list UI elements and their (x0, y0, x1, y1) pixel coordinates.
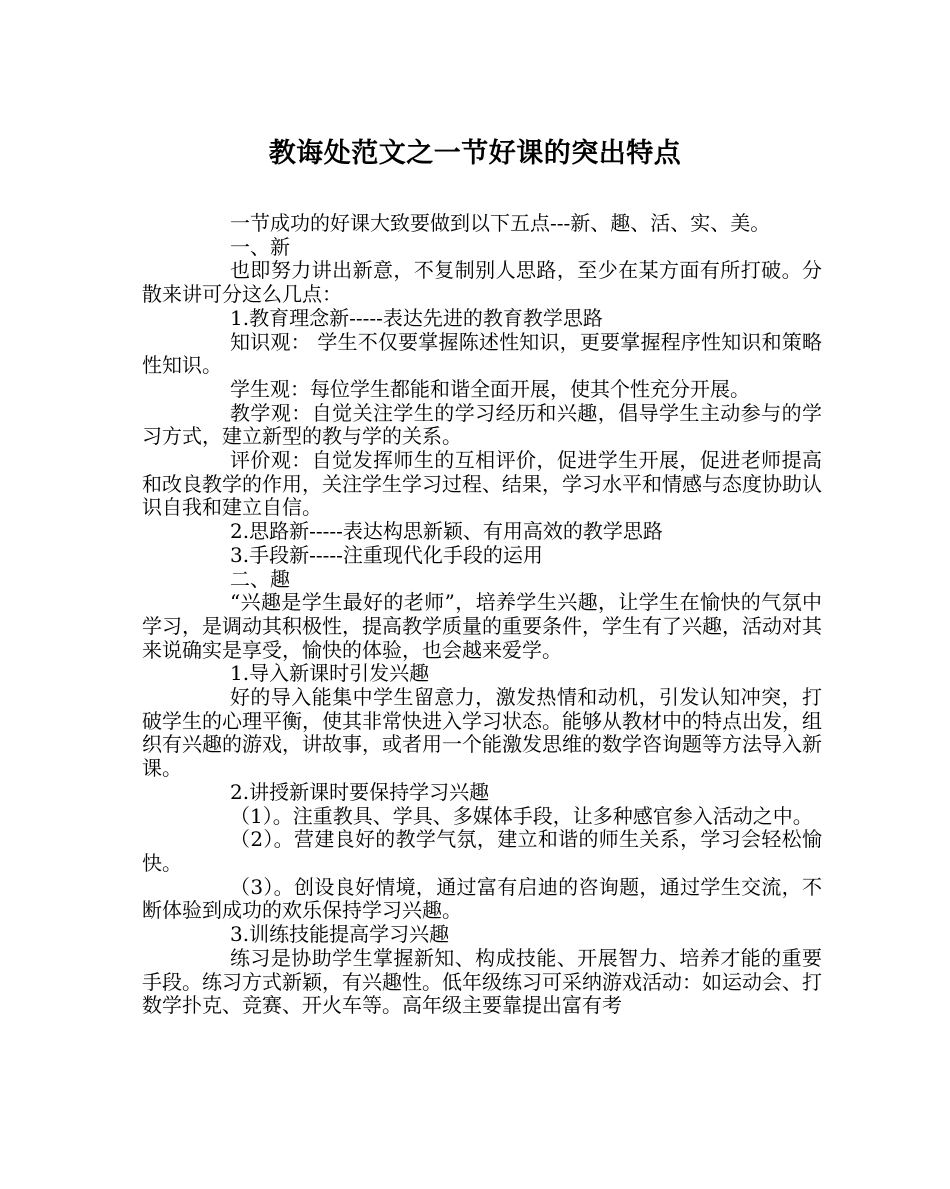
paragraph: 教学观：自觉关注学生的学习经历和兴趣，倡导学生主动参与的学习方式，建立新型的教与学的关系。 (142, 400, 822, 449)
paragraph: 也即努力讲出新意，不复制别人思路，至少在某方面有所打破。分散来讲可分这么几点： (142, 258, 822, 307)
list-item: （2）。营建良好的教学气氛，建立和谐的师生关系，学习会轻松愉快。 (142, 827, 822, 875)
section-heading-new: 一、新 (230, 234, 290, 259)
subheading: 2.思路新-----表达构思新颖、有用高效的教学思路 (230, 519, 663, 544)
section-heading-interest: 二、趣 (230, 566, 290, 591)
paragraph-intro: 一节成功的好课大致要做到以下五点---新、趣、活、实、美。 (230, 211, 771, 235)
paragraph: 知识观： 学生不仅要掌握陈述性知识，更要掌握程序性知识和策略性知识。 (142, 329, 822, 378)
paragraph: 练习是协助学生掌握新知、构成技能、开展智力、培养才能的重要手段。练习方式新颖，有兴趣性。低年级练习可采纳游戏活动：如运动会、打数学扑克、竞赛、开火车等。高年级主要靠提出富有考 (142, 945, 822, 1018)
subheading: 3.手段新-----注重现代化手段的运用 (230, 542, 543, 567)
subheading: 1.导入新课时引发兴趣 (230, 661, 430, 686)
paragraph: 评价观：自觉发挥师生的互相评价，促进学生开展，促进老师提高和改良教学的作用，关注学生学习过程、结果，学习水平和情感与态度协助认识自我和建立自信。 (142, 448, 822, 520)
subheading: 1.教育理念新-----表达先进的教育教学思路 (230, 305, 603, 330)
subheading: 3.训练技能提高学习兴趣 (230, 922, 450, 947)
list-item: （3）。创设良好情境，通过富有启迪的咨询题，通过学生交流，不断体验到成功的欢乐保持学习兴趣。 (142, 874, 822, 923)
paragraph: 好的导入能集中学生留意力，激发热情和动机，引发认知冲突，打破学生的心理平衡，使其非常快进入学习状态。能够从教材中的特点出发，组织有兴趣的游戏，讲故事，或者用一个能激发思维的数学咨询题等方法导入新课。 (142, 685, 822, 781)
paragraph: “兴趣是学生最好的老师”，培养学生兴趣，让学生在愉快的气氛中学习，是调动其积极性，提高教学质量的重要条件，学生有了兴趣，活动对其来说确实是享受，愉快的体验，也会越来爱学。 (142, 590, 822, 662)
subheading: 2.讲授新课时要保持学习兴趣 (230, 779, 490, 804)
document-body (142, 212, 822, 1018)
document-title: 教诲处范文之一节好课的突出特点 (268, 138, 682, 169)
paragraph: 学生观：每位学生都能和谐全面开展，使其个性充分开展。 (230, 376, 750, 401)
list-item: （1）。注重教具、学具、多媒体手段，让多种感官参入活动之中。 (230, 803, 813, 828)
